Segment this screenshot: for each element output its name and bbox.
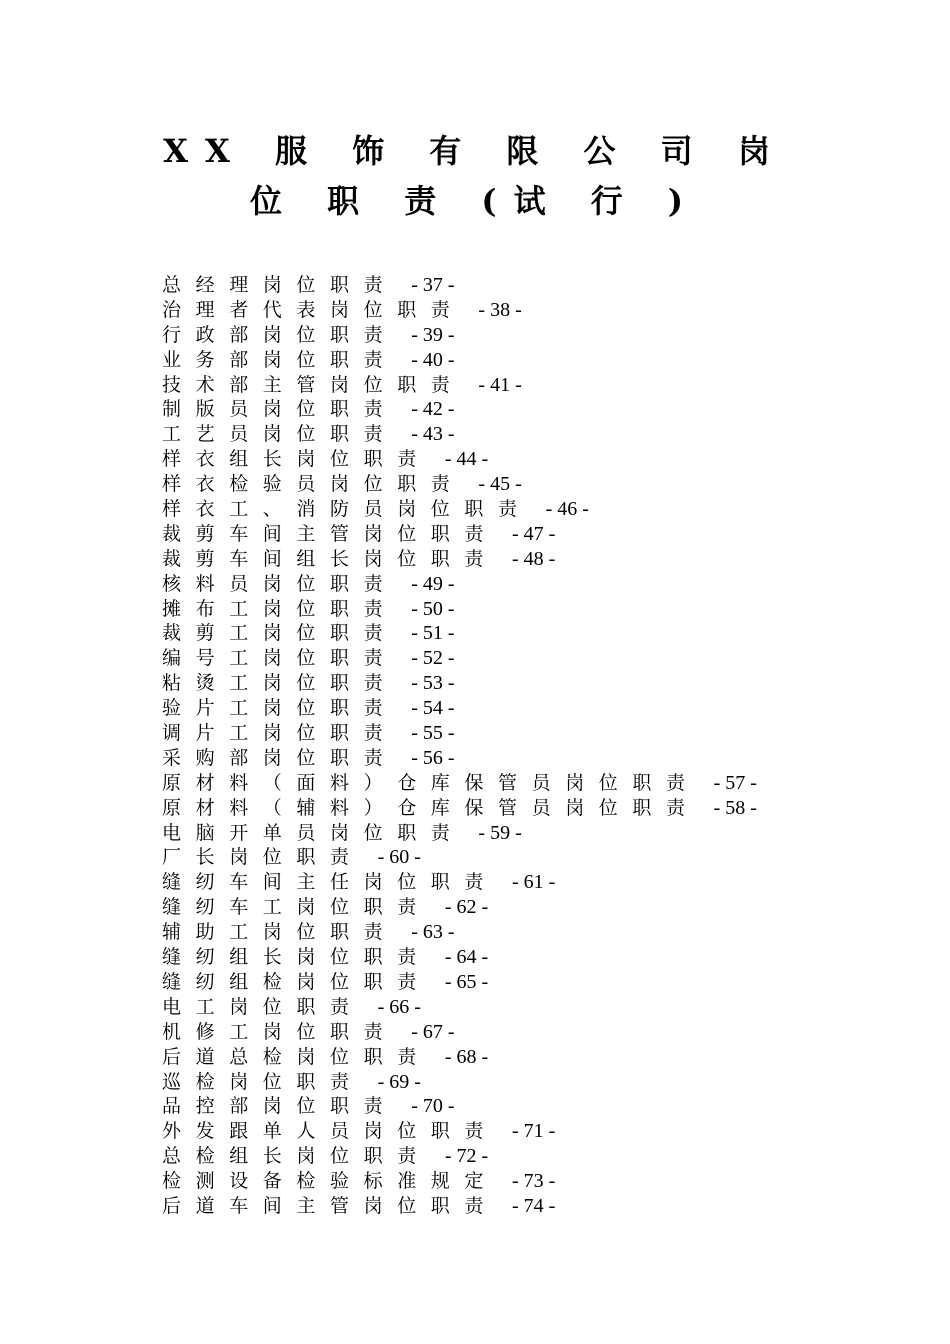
toc-entry-page-number: - 53 -: [411, 672, 455, 695]
toc-entry[interactable]: [162, 298, 757, 323]
toc-entry-title: 辅助工岗位职责: [162, 921, 398, 944]
toc-entry-title: 原材料（面料）仓库保管员岗位职责: [162, 771, 700, 794]
toc-entry-title: 后道总检岗位职责: [162, 1045, 431, 1068]
toc-entry-page-number: - 62 -: [444, 896, 489, 919]
toc-entry[interactable]: [162, 870, 757, 895]
toc-entry-title: 电工岗位职责: [162, 995, 364, 1018]
toc-entry-page-number: - 40 -: [411, 348, 455, 371]
toc-entry-page-number: - 54 -: [411, 697, 455, 720]
toc-entry[interactable]: [162, 397, 757, 422]
toc-entry-page-number: - 74 -: [512, 1194, 556, 1217]
toc-entry-title: 核料员岗位职责: [162, 572, 398, 595]
toc-entry-page-number: - 71 -: [512, 1120, 556, 1143]
toc-entry-page-number: - 48 -: [512, 547, 556, 570]
toc-entry-page-number: - 72 -: [444, 1145, 489, 1168]
toc-entry-page-number: - 65 -: [444, 970, 489, 993]
toc-entry-page-number: - 61 -: [512, 871, 556, 894]
toc-entry-page-number: - 45 -: [478, 473, 522, 496]
toc-entry-page-number: - 42 -: [411, 398, 455, 421]
toc-entry[interactable]: [162, 646, 757, 671]
toc-entry-title: 总检组长岗位职责: [162, 1145, 431, 1168]
toc-entry-page-number: - 69 -: [377, 1070, 421, 1093]
toc-entry[interactable]: [162, 497, 757, 522]
toc-entry[interactable]: [162, 323, 757, 348]
toc-entry[interactable]: [162, 1070, 757, 1095]
toc-entry[interactable]: [162, 1020, 757, 1045]
document-title: XX 服 饰 有 限 公 司 岗 位 职 责 (试 行 ): [163, 132, 787, 220]
toc-entry-title: 品控部岗位职责: [162, 1095, 398, 1118]
toc-entry-page-number: - 57 -: [713, 771, 757, 794]
toc-entry-page-number: - 64 -: [444, 946, 489, 969]
toc-entry-page-number: - 55 -: [411, 722, 455, 745]
toc-entry-title: 巡检岗位职责: [162, 1070, 364, 1093]
toc-entry[interactable]: [162, 1169, 757, 1194]
toc-entry-title: 电脑开单员岗位职责: [162, 821, 465, 844]
toc-entry[interactable]: [162, 1144, 757, 1169]
toc-entry-title: 外发跟单人员岗位职责: [162, 1120, 499, 1143]
toc-entry-title: 粘烫工岗位职责: [162, 672, 398, 695]
toc-entry-title: 样衣组长岗位职责: [162, 448, 431, 471]
toc-entry-page-number: - 59 -: [478, 821, 522, 844]
toc-entry[interactable]: [162, 472, 757, 497]
toc-entry-page-number: - 63 -: [411, 921, 455, 944]
toc-entry[interactable]: [162, 522, 757, 547]
toc-entry-title: 制版员岗位职责: [162, 398, 398, 421]
toc-entry-page-number: - 60 -: [377, 846, 421, 869]
toc-entry[interactable]: [162, 1094, 757, 1119]
toc-entry-page-number: - 67 -: [411, 1020, 455, 1043]
toc-entry-page-number: - 52 -: [411, 647, 455, 670]
toc-entry[interactable]: [162, 821, 757, 846]
toc-entry-page-number: - 49 -: [411, 572, 455, 595]
toc-entry[interactable]: [162, 1045, 757, 1070]
toc-entry-title: 采购部岗位职责: [162, 746, 398, 769]
toc-entry-title: 行政部岗位职责: [162, 323, 398, 346]
toc-entry[interactable]: [162, 696, 757, 721]
toc-entry-page-number: - 38 -: [478, 298, 522, 321]
toc-entry[interactable]: [162, 1119, 757, 1144]
toc-entry-title: 缝纫车工岗位职责: [162, 896, 431, 919]
toc-entry[interactable]: [162, 771, 757, 796]
toc-entry-page-number: - 58 -: [713, 796, 757, 819]
toc-entry-page-number: - 44 -: [444, 448, 489, 471]
toc-entry-page-number: - 73 -: [512, 1170, 556, 1193]
toc-entry-page-number: - 68 -: [444, 1045, 489, 1068]
toc-entry-page-number: - 66 -: [377, 995, 421, 1018]
toc-entry-title: 验片工岗位职责: [162, 697, 398, 720]
toc-entry[interactable]: [162, 1194, 757, 1219]
toc-entry-title: 机修工岗位职责: [162, 1020, 398, 1043]
toc-entry-title: 摊布工岗位职责: [162, 597, 398, 620]
toc-entry-title: 工艺员岗位职责: [162, 423, 398, 446]
toc-entry-title: 检测设备检验标准规定: [162, 1170, 499, 1193]
toc-entry-title: 裁剪车间主管岗位职责: [162, 522, 499, 545]
toc-entry-title: 技术部主管岗位职责: [162, 373, 465, 396]
toc-entry-title: 治理者代表岗位职责: [162, 298, 465, 321]
toc-entry-title: 编号工岗位职责: [162, 647, 398, 670]
toc-entry-title: 业务部岗位职责: [162, 348, 398, 371]
toc-entry-title: 总经理岗位职责: [162, 274, 398, 296]
toc-entry-title: 裁剪工岗位职责: [162, 622, 398, 645]
toc-entry-page-number: - 39 -: [411, 323, 455, 346]
toc-entry[interactable]: [162, 721, 757, 746]
toc-entry[interactable]: [162, 597, 757, 622]
toc-entry[interactable]: [162, 621, 757, 646]
toc-entry-page-number: - 50 -: [411, 597, 455, 620]
toc-entry-title: 调片工岗位职责: [162, 722, 398, 745]
toc-entry[interactable]: [162, 746, 757, 771]
toc-entry-title: 样衣检验员岗位职责: [162, 473, 465, 496]
toc-entry-page-number: - 37 -: [411, 274, 455, 296]
toc-entry[interactable]: [162, 945, 757, 970]
toc-entry[interactable]: [162, 547, 757, 572]
table-of-contents: [162, 273, 757, 1219]
toc-entry[interactable]: [162, 995, 757, 1020]
toc-entry[interactable]: [162, 572, 757, 597]
toc-entry[interactable]: [162, 447, 757, 472]
toc-entry-page-number: - 43 -: [411, 423, 455, 446]
toc-entry-title: 样衣工、消防员岗位职责: [162, 498, 532, 521]
toc-entry-page-number: - 46 -: [545, 498, 589, 521]
toc-entry[interactable]: [162, 796, 757, 821]
toc-entry[interactable]: [162, 920, 757, 945]
toc-entry-page-number: - 47 -: [512, 522, 556, 545]
toc-entry[interactable]: [162, 895, 757, 920]
toc-entry[interactable]: [162, 273, 757, 298]
toc-entry-title: 原材料（辅料）仓库保管员岗位职责: [162, 796, 700, 819]
toc-entry[interactable]: [162, 970, 757, 995]
toc-entry-title: 裁剪车间组长岗位职责: [162, 547, 499, 570]
toc-entry-title: 厂长岗位职责: [162, 846, 364, 869]
toc-entry-page-number: - 56 -: [411, 746, 455, 769]
toc-entry[interactable]: [162, 422, 757, 447]
toc-entry[interactable]: [162, 845, 757, 870]
toc-entry-page-number: - 41 -: [478, 373, 522, 396]
toc-entry-page-number: - 51 -: [411, 622, 455, 645]
toc-entry[interactable]: [162, 373, 757, 398]
toc-entry-title: 缝纫组长岗位职责: [162, 946, 431, 969]
toc-entry-title: 后道车间主管岗位职责: [162, 1194, 499, 1217]
toc-entry[interactable]: [162, 348, 757, 373]
toc-entry-title: 缝纫车间主任岗位职责: [162, 871, 499, 894]
toc-entry-title: 缝纫组检岗位职责: [162, 970, 431, 993]
toc-entry[interactable]: [162, 671, 757, 696]
toc-entry-page-number: - 70 -: [411, 1095, 455, 1118]
